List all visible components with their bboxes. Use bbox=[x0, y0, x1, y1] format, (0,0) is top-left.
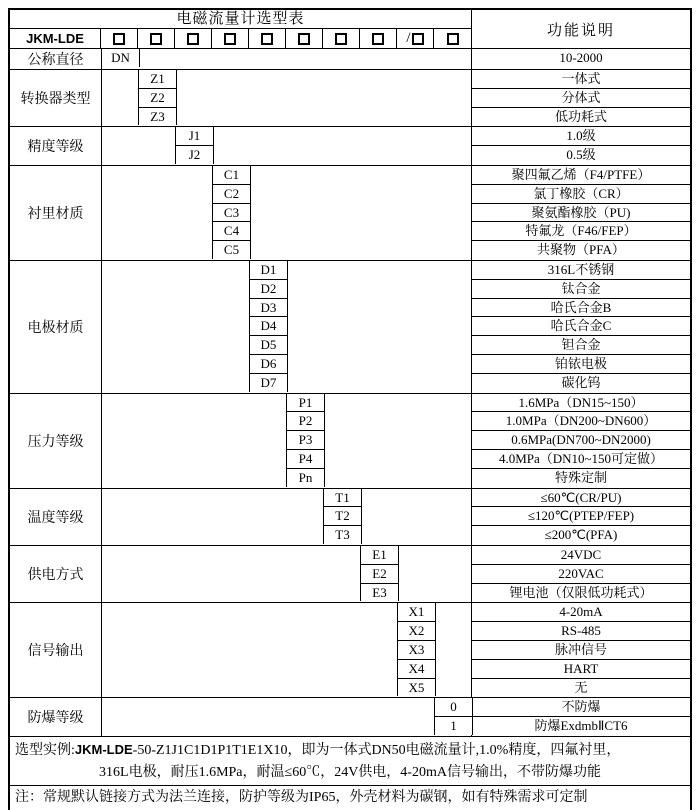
code-cell: 0 bbox=[434, 698, 473, 717]
spec-groups bbox=[10, 49, 690, 737]
desc-cell: 哈氏合金B bbox=[472, 299, 690, 318]
desc-cell: 220VAC bbox=[472, 565, 690, 584]
code-column-area bbox=[102, 49, 472, 69]
code-cell: D6 bbox=[249, 355, 288, 374]
desc-cell: 碳化钨 bbox=[561, 374, 601, 390]
checkbox-icon bbox=[187, 33, 199, 45]
code-cell: X3 bbox=[397, 641, 436, 660]
code-column-area bbox=[102, 261, 472, 393]
row-label: 温度等级 bbox=[10, 489, 102, 545]
code-cell: Z3 bbox=[138, 108, 177, 126]
code-cell: 1 bbox=[434, 717, 473, 735]
desc-cell: 4-20mA bbox=[472, 603, 690, 622]
example-line1 bbox=[15, 739, 685, 762]
code-cell: C2 bbox=[212, 185, 251, 204]
code-cell: D7 bbox=[249, 374, 288, 392]
desc-cell: 1.0级 bbox=[472, 127, 690, 146]
desc-cell: ≤60℃(CR/PU) bbox=[472, 489, 690, 508]
code-cell: DN bbox=[101, 49, 140, 67]
code-cell: X2 bbox=[397, 622, 436, 641]
spec-group bbox=[10, 546, 690, 603]
desc-cell: 锂电池（仅限低功耗式） bbox=[509, 584, 653, 600]
code-column-area bbox=[102, 70, 472, 126]
example-line2: 316L电极，耐压1.6MPa，耐温≤60℃，24V供电，4-20mA信号输出，不带防爆功能 bbox=[99, 764, 601, 780]
model-checkbox-cell[interactable] bbox=[101, 29, 138, 48]
example-prefix: 选型实例: bbox=[15, 742, 75, 758]
model-checkbox-cell[interactable] bbox=[323, 29, 360, 48]
code-column-area bbox=[102, 489, 472, 545]
function-description-column bbox=[472, 70, 690, 126]
table-header-section bbox=[10, 10, 690, 49]
code-cell: P2 bbox=[286, 412, 325, 431]
spec-group bbox=[10, 70, 690, 127]
model-checkbox-cell[interactable] bbox=[138, 29, 175, 48]
desc-cell: 哈氏合金C bbox=[472, 317, 690, 336]
model-checkbox-cell[interactable] bbox=[175, 29, 212, 48]
code-column-area bbox=[102, 127, 472, 165]
code-cell: C5 bbox=[212, 241, 251, 259]
checkbox-icon bbox=[261, 33, 273, 45]
code-cell: X5 bbox=[397, 679, 436, 697]
desc-cell: 0.5级 bbox=[566, 147, 596, 163]
desc-cell: 特殊定制 bbox=[554, 469, 607, 485]
checkbox-icon bbox=[113, 33, 125, 45]
spec-group bbox=[10, 698, 690, 737]
model-checkbox-cell[interactable] bbox=[434, 29, 471, 48]
desc-cell: 1.6MPa（DN15~150） bbox=[472, 394, 690, 413]
code-cell: E3 bbox=[360, 584, 399, 602]
checkbox-icon bbox=[447, 33, 459, 45]
desc-cell: ≤200℃(PFA) bbox=[544, 527, 618, 543]
code-cell: D1 bbox=[249, 261, 288, 280]
code-cell: P3 bbox=[286, 431, 325, 450]
model-checkbox-cell[interactable] bbox=[286, 29, 323, 48]
desc-cell: 无 bbox=[574, 679, 588, 695]
code-cell: D4 bbox=[249, 317, 288, 336]
spec-group bbox=[10, 166, 690, 261]
desc-cell: 铂铱电极 bbox=[472, 355, 690, 374]
row-label: 压力等级 bbox=[10, 394, 102, 488]
checkbox-icon bbox=[335, 33, 347, 45]
desc-cell: 低功耗式 bbox=[554, 108, 607, 124]
desc-cell: 聚四氟乙烯（F4/PTFE） bbox=[472, 166, 690, 185]
desc-cell: 分体式 bbox=[472, 89, 690, 108]
model-row bbox=[10, 29, 471, 48]
code-cell: X4 bbox=[397, 660, 436, 679]
checkbox-icon bbox=[412, 33, 424, 45]
code-cell: C3 bbox=[212, 204, 251, 223]
desc-cell: 脉冲信号 bbox=[472, 641, 690, 660]
row-label: 防爆等级 bbox=[10, 698, 102, 736]
code-cell: Pn bbox=[286, 469, 325, 487]
row-label: 供电方式 bbox=[10, 546, 102, 602]
model-checkbox-cell[interactable] bbox=[212, 29, 249, 48]
code-cell: D3 bbox=[249, 299, 288, 318]
desc-cell: 钽合金 bbox=[472, 336, 690, 355]
example-model-code: JKM-LDE bbox=[74, 741, 133, 757]
desc-cell: 聚氨酯橡胶（PU) bbox=[472, 204, 690, 223]
desc-cell: 氯丁橡胶（CR） bbox=[472, 185, 690, 204]
example-row bbox=[10, 737, 690, 786]
model-code-label: JKM-LDE bbox=[10, 29, 101, 48]
model-checkbox-cell[interactable] bbox=[360, 29, 397, 48]
row-label: 信号输出 bbox=[10, 603, 102, 697]
code-column-area bbox=[102, 394, 472, 488]
desc-cell: 0.6MPa(DN700~DN2000) bbox=[472, 431, 690, 450]
code-cell: C4 bbox=[212, 222, 251, 241]
spec-group bbox=[10, 603, 690, 698]
desc-cell: 钛合金 bbox=[472, 280, 690, 299]
code-cell: J1 bbox=[175, 127, 214, 146]
checkbox-icon bbox=[372, 33, 384, 45]
desc-cell: 一体式 bbox=[472, 70, 690, 89]
desc-cell: 特氟龙（F46/FEP） bbox=[472, 222, 690, 241]
header-left-block bbox=[10, 10, 472, 48]
row-label: 转换器类型 bbox=[10, 70, 102, 126]
function-description-column bbox=[472, 166, 690, 260]
spec-group bbox=[10, 394, 690, 489]
function-description-column bbox=[472, 127, 690, 165]
code-cell: J2 bbox=[175, 146, 214, 164]
code-cell: T1 bbox=[323, 489, 362, 508]
function-column-header: 功能说明 bbox=[546, 22, 615, 39]
desc-cell: 10-2000 bbox=[559, 50, 603, 65]
desc-cell: 4.0MPa（DN10~150可定做） bbox=[472, 450, 690, 469]
selection-table bbox=[8, 8, 692, 810]
code-column-area bbox=[102, 603, 472, 697]
code-cell: T2 bbox=[323, 507, 362, 526]
spec-group bbox=[10, 261, 690, 394]
model-checkbox-cell[interactable] bbox=[397, 29, 434, 48]
code-cell: T3 bbox=[323, 526, 362, 544]
desc-cell: 共聚物（PFA） bbox=[537, 242, 625, 258]
spec-group bbox=[10, 49, 690, 70]
function-description-column bbox=[472, 603, 690, 697]
code-cell: D5 bbox=[249, 336, 288, 355]
code-cell: E1 bbox=[360, 546, 399, 565]
code-column-area bbox=[102, 546, 472, 602]
row-label: 电极材质 bbox=[10, 261, 102, 393]
function-description-column bbox=[472, 489, 690, 545]
function-description-column bbox=[472, 261, 690, 393]
row-label: 衬里材质 bbox=[10, 166, 102, 260]
checkbox-icon bbox=[150, 33, 162, 45]
slash-separator: / bbox=[406, 30, 411, 46]
example-description: -50-Z1J1C1D1P1T1E1X10，即为一体式DN50电磁流量计,1.0%精度，四氟衬里， bbox=[132, 742, 621, 758]
code-cell: P1 bbox=[286, 394, 325, 413]
code-cell: P4 bbox=[286, 450, 325, 469]
desc-cell: 316L不锈钢 bbox=[472, 261, 690, 280]
row-label: 公称直径 bbox=[10, 49, 102, 69]
spec-group bbox=[10, 127, 690, 166]
model-checkbox-cell[interactable] bbox=[249, 29, 286, 48]
desc-cell: 1.0MPa（DN200~DN600） bbox=[472, 412, 690, 431]
desc-cell: HART bbox=[472, 660, 690, 679]
code-cell: Z1 bbox=[138, 70, 177, 89]
code-column-area bbox=[102, 698, 472, 736]
function-description-column bbox=[472, 698, 690, 736]
row-label: 精度等级 bbox=[10, 127, 102, 165]
desc-cell: ≤120℃(PTEP/FEP) bbox=[472, 507, 690, 526]
code-cell: X1 bbox=[397, 603, 436, 622]
desc-cell: 不防爆 bbox=[472, 698, 690, 717]
desc-cell: 24VDC bbox=[472, 546, 690, 565]
code-cell: C1 bbox=[212, 166, 251, 185]
code-column-area bbox=[102, 166, 472, 260]
page-title: 电磁流量计选型表 bbox=[10, 10, 471, 29]
function-description-column bbox=[472, 49, 690, 69]
checkbox-icon bbox=[224, 33, 236, 45]
desc-cell: RS-485 bbox=[472, 622, 690, 641]
model-checkbox-strip bbox=[101, 29, 471, 48]
function-description-column bbox=[472, 546, 690, 602]
code-cell: Z2 bbox=[138, 89, 177, 108]
code-cell: D2 bbox=[249, 280, 288, 299]
desc-cell: 防爆ExdmbⅡCT6 bbox=[534, 718, 628, 734]
note-row: 注：常规默认链接方式为法兰连接，防护等级为IP65，外壳材料为碳钢，如有特殊需求可定制 bbox=[15, 789, 588, 805]
code-cell: E2 bbox=[360, 565, 399, 584]
spec-group bbox=[10, 489, 690, 546]
function-description-column bbox=[472, 394, 690, 488]
checkbox-icon bbox=[298, 33, 310, 45]
